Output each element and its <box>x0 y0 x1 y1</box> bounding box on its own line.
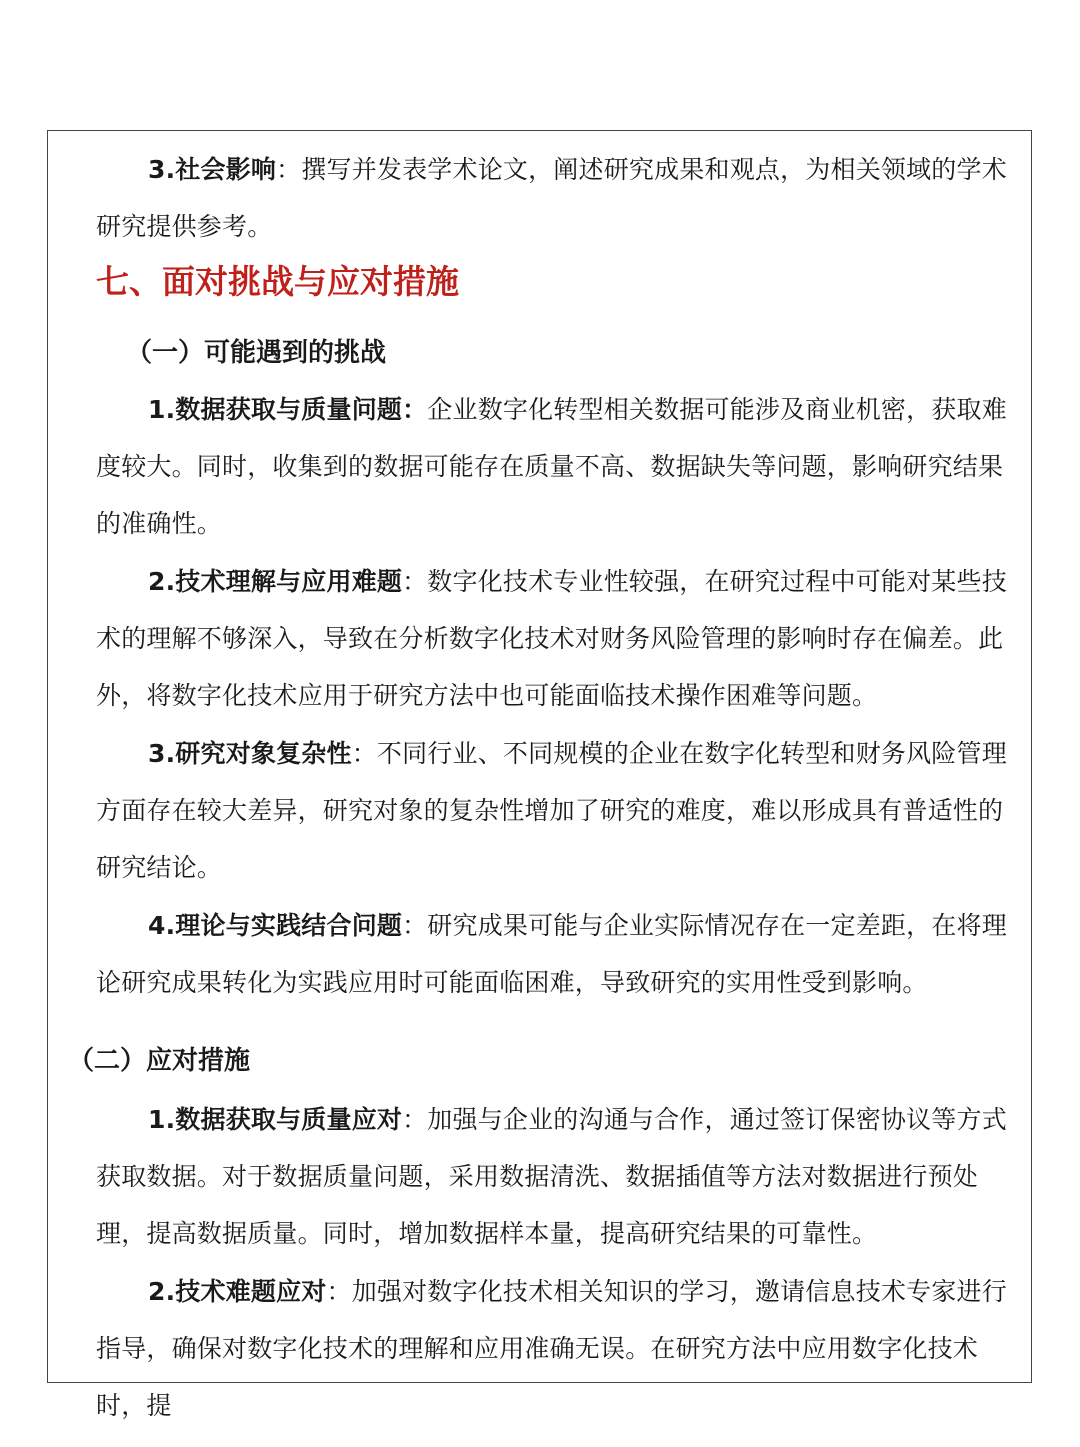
section-title: 七、面对挑战与应对措施 <box>96 262 459 301</box>
item-label: 1.数据获取与质量应对 <box>148 1105 403 1134</box>
item-label: 2.技术难题应对 <box>148 1277 327 1306</box>
item-text: 企业数字化转型相关数据可能涉及商业机密，获取难度较大。同时，收集到的数据可能存在质量不高、数据缺失等问题，影响研究结果的准确性。 <box>96 395 1007 538</box>
paragraph-measure-2 <box>96 1263 1024 1434</box>
item-text: ：加强对数字化技术相关知识的学习，邀请信息技术专家进行指导，确保对数字化技术的理解和应用准确无误。在研究方法中应用数字化技术时，提 <box>96 1277 1007 1420</box>
item-label: 1.数据获取与质量问题： <box>148 395 428 424</box>
item-label: 3.社会影响 <box>148 155 277 184</box>
document-body <box>68 141 1024 1435</box>
item-label: 4.理论与实践结合问题 <box>148 911 403 940</box>
paragraph-challenge-2 <box>96 553 1024 724</box>
paragraph-measure-1 <box>96 1091 1024 1262</box>
subsection-title-measures: （二）应对措施 <box>68 1046 251 1076</box>
item-text: ：加强与企业的沟通与合作，通过签订保密协议等方式获取数据。对于数据质量问题，采用数据清洗、数据插值等方法对数据进行预处理，提高数据质量。同时，增加数据样本量，提高研究结果的可靠性。 <box>96 1105 1007 1248</box>
item-label: 3.研究对象复杂性 <box>148 739 352 768</box>
item-text: ：撰写并发表学术论文，阐述研究成果和观点，为相关领域的学术研究提供参考。 <box>96 155 1007 241</box>
item-text: ：数字化技术专业性较强，在研究过程中可能对某些技术的理解不够深入，导致在分析数字化技术对财务风险管理的影响时存在偏差。此外，将数字化技术应用于研究方法中也可能面临技术操作困难等问题。 <box>96 567 1007 710</box>
item-text: ：不同行业、不同规模的企业在数字化转型和财务风险管理方面存在较大差异，研究对象的复杂性增加了研究的难度，难以形成具有普适性的研究结论。 <box>96 739 1007 882</box>
item-text: ：研究成果可能与企业实际情况存在一定差距，在将理论研究成果转化为实践应用时可能面临困难，导致研究的实用性受到影响。 <box>96 911 1007 997</box>
subsection-title-challenges: （一）可能遇到的挑战 <box>126 338 387 368</box>
paragraph-challenge-4 <box>96 897 1024 1011</box>
document-page <box>47 130 1032 1420</box>
paragraph-challenge-3 <box>96 725 1024 896</box>
paragraph-challenge-1 <box>96 381 1024 552</box>
paragraph-social-impact <box>96 141 1024 255</box>
item-label: 2.技术理解与应用难题 <box>148 567 403 596</box>
